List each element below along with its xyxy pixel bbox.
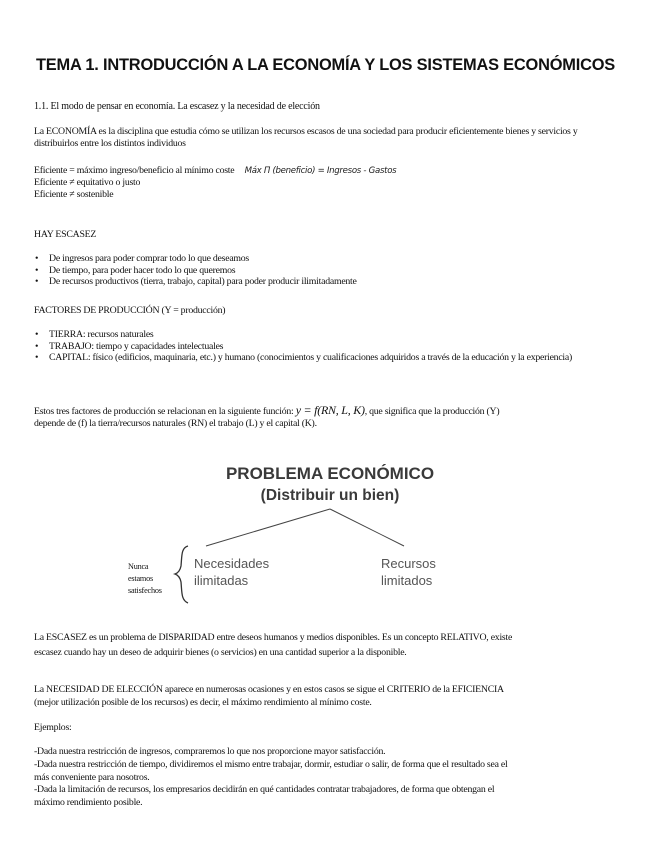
example-2: -Dada nuestra restricción de tiempo, dividiremos el mismo entre trabajar, dormir, estudiar o salir, de forma que el resultado sea el bbox=[34, 759, 508, 770]
efficiency-line-3: Eficiente ≠ sostenible bbox=[34, 189, 114, 200]
list-item: • De ingresos para poder comprar todo lo que deseamos bbox=[34, 253, 614, 265]
branch-left-line bbox=[206, 509, 330, 546]
list-item: • De recursos productivos (tierra, trabajo, capital) para poder producir ilimitadamente bbox=[34, 276, 614, 288]
limited-resources-node bbox=[381, 555, 436, 589]
side-note bbox=[128, 561, 162, 597]
efficiency-line-2: Eficiente ≠ equitativo o justo bbox=[34, 177, 141, 188]
factors-heading: FACTORES DE PRODUCCIÓN (Y = producción) bbox=[34, 305, 226, 316]
note-line: satisfechos bbox=[128, 586, 162, 595]
diagram-title: PROBLEMA ECONÓMICO bbox=[225, 464, 435, 483]
curly-brace bbox=[175, 546, 188, 603]
node-label: Recursos bbox=[381, 556, 436, 571]
function-intro: Estos tres factores de producción se relacionan en la siguiente función: bbox=[34, 406, 294, 417]
unlimited-needs-node bbox=[194, 555, 269, 589]
function-meaning: , que significa que la producción (Y) bbox=[364, 406, 500, 417]
example-3: -Dada la limitación de recursos, los empresarios decidirán en qué cantidades contratar trabajadores, de forma que obtengan el bbox=[34, 784, 495, 795]
example-2-cont: más conveniente para nosotros. bbox=[34, 772, 150, 783]
scarcity-heading: HAY ESCASEZ bbox=[34, 229, 97, 240]
list-item: • De tiempo, para poder hacer todo lo que queremos bbox=[34, 265, 614, 277]
example-3-cont: máximo rendimiento posible. bbox=[34, 797, 143, 808]
node-label: ilimitadas bbox=[194, 573, 249, 588]
list-item: • CAPITAL: físico (edificios, maquinaria, etc.) y humano (conocimientos y cualificaciones adquiridos a través de la educación y la experiencia) bbox=[34, 352, 616, 364]
examples-heading: Ejemplos: bbox=[34, 722, 72, 733]
note-line: estamos bbox=[128, 574, 153, 583]
page-title: TEMA 1. INTRODUCCIÓN A LA ECONOMÍA Y LOS SISTEMAS ECONÓMICOS bbox=[36, 56, 616, 74]
diagram-subtitle: (Distribuir un bien) bbox=[260, 487, 400, 504]
intro-paragraph: La ECONOMÍA es la disciplina que estudia cómo se utilizan los recursos escasos de una sociedad para producir eficientemente bienes y servicios y distribuirlos entre los distintos individuos bbox=[34, 126, 578, 149]
node-label: Necesidades bbox=[194, 556, 270, 571]
handwritten-note: Máx Π (beneficio) = Ingresos - Gastos bbox=[244, 166, 397, 176]
scarcity-definition-1: La ESCASEZ es un problema de DISPARIDAD entre deseos humanos y medios disponibles. Es un concepto RELATIVO, existe bbox=[34, 632, 513, 643]
section-heading: 1.1. El modo de pensar en economía. La escasez y la necesidad de elección bbox=[34, 101, 320, 112]
choice-paragraph-1: La NECESIDAD DE ELECCIÓN aparece en numerosas ocasiones y en estos casos se sigue el CRITERIO de la EFICIENCIA bbox=[34, 684, 504, 695]
production-formula: y = f(RN, L, K) bbox=[295, 403, 365, 417]
efficiency-definition: Eficiente = máximo ingreso/beneficio al mínimo coste bbox=[34, 165, 235, 176]
example-1: -Dada nuestra restricción de ingresos, compraremos lo que nos proporcione mayor satisfacción. bbox=[34, 746, 386, 757]
list-item: • TIERRA: recursos naturales bbox=[34, 329, 616, 341]
note-line: Nunca bbox=[128, 562, 149, 571]
choice-paragraph-2: (mejor utilización posible de los recursos) es decir, el máximo rendimiento al mínimo coste. bbox=[34, 697, 372, 708]
branch-right-line bbox=[330, 509, 404, 546]
node-label: limitados bbox=[381, 573, 433, 588]
scarcity-definition-2: escasez cuando hay un deseo de adquirir bienes (o servicios) en una cantidad superior a la disponible. bbox=[34, 647, 407, 658]
function-line-2: depende de (f) la tierra/recursos naturales (RN) el trabajo (L) y el capital (K). bbox=[34, 418, 317, 429]
list-item: • TRABAJO: tiempo y capacidades intelectuales bbox=[34, 341, 616, 353]
